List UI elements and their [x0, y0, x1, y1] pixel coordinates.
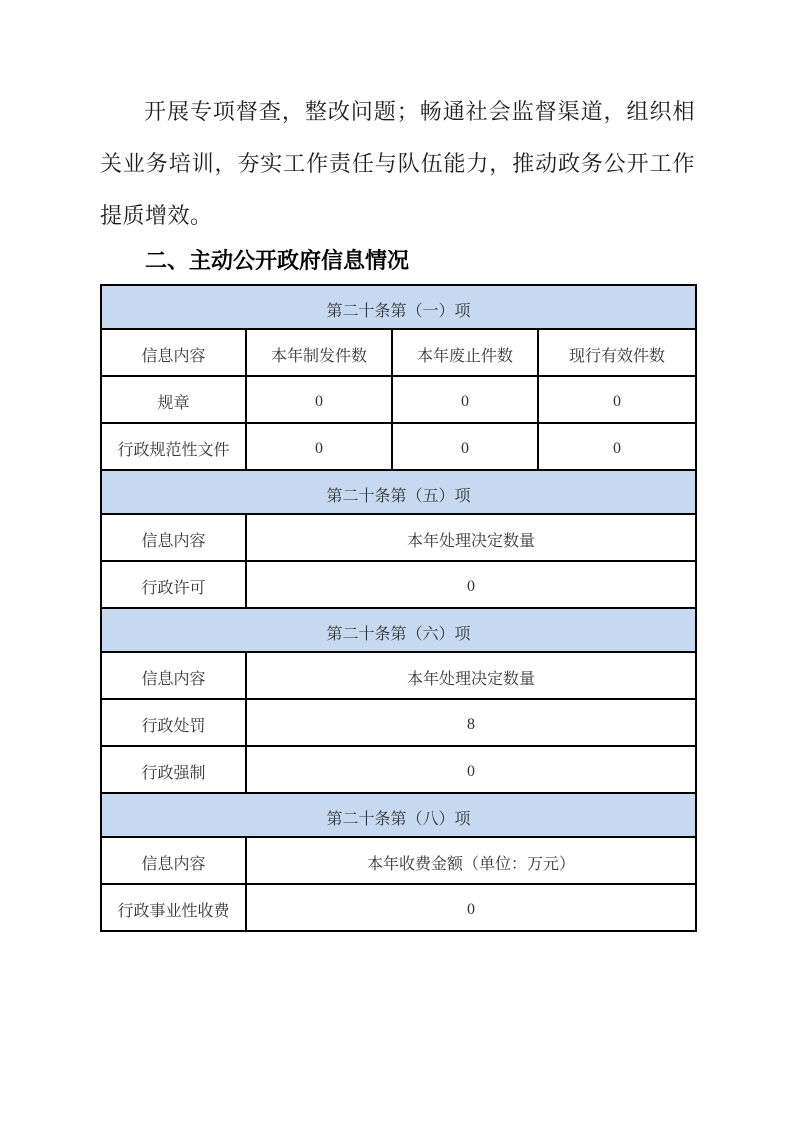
section-title: 第二十条第（六）项 — [101, 608, 696, 652]
table-row — [101, 423, 696, 470]
cell-value: 0 — [392, 423, 538, 470]
row-label: 行政处罚 — [101, 699, 246, 746]
body-paragraph: 开展专项督查，整改问题；畅通社会监督渠道，组织相关业务培训，夯实工作责任与队伍能力，推动政务公开工作提质增效。 — [100, 99, 695, 228]
table-row — [101, 608, 696, 652]
cell-value: 0 — [246, 423, 392, 470]
cell-value: 0 — [538, 376, 696, 423]
row-label: 行政许可 — [101, 561, 246, 608]
column-header: 信息内容 — [101, 652, 246, 699]
table-row — [101, 376, 696, 423]
table-row — [101, 561, 696, 608]
table-row — [101, 329, 696, 376]
table-row — [101, 746, 696, 793]
section-title: 第二十条第（一）项 — [101, 285, 696, 329]
cell-value: 0 — [538, 423, 696, 470]
table-row — [101, 514, 696, 561]
column-header: 信息内容 — [101, 837, 246, 884]
column-header: 本年制发件数 — [246, 329, 392, 376]
cell-value: 0 — [246, 561, 696, 608]
row-label: 行政规范性文件 — [101, 423, 246, 470]
section-title: 第二十条第（八）项 — [101, 793, 696, 837]
cell-value: 0 — [246, 376, 392, 423]
cell-value: 8 — [246, 699, 696, 746]
cell-value: 0 — [246, 746, 696, 793]
table-row — [101, 285, 696, 329]
section-heading: 二、主动公开政府信息情况 — [145, 248, 410, 273]
column-header: 本年废止件数 — [392, 329, 538, 376]
column-header: 信息内容 — [101, 514, 246, 561]
column-header: 本年处理决定数量 — [246, 652, 696, 699]
row-label: 规章 — [101, 376, 246, 423]
table-row — [101, 793, 696, 837]
cell-value: 0 — [246, 884, 696, 931]
table-row — [101, 652, 696, 699]
column-header: 信息内容 — [101, 329, 246, 376]
row-label: 行政强制 — [101, 746, 246, 793]
column-header: 本年收费金额（单位：万元） — [246, 837, 696, 884]
document-content — [100, 0, 695, 932]
column-header: 本年处理决定数量 — [246, 514, 696, 561]
cell-value: 0 — [392, 376, 538, 423]
table-row — [101, 837, 696, 884]
table-row — [101, 470, 696, 514]
info-disclosure-table — [100, 284, 697, 932]
section-title: 第二十条第（五）项 — [101, 470, 696, 514]
column-header: 现行有效件数 — [538, 329, 696, 376]
table-row — [101, 699, 696, 746]
row-label: 行政事业性收费 — [101, 884, 246, 931]
table-row — [101, 884, 696, 931]
